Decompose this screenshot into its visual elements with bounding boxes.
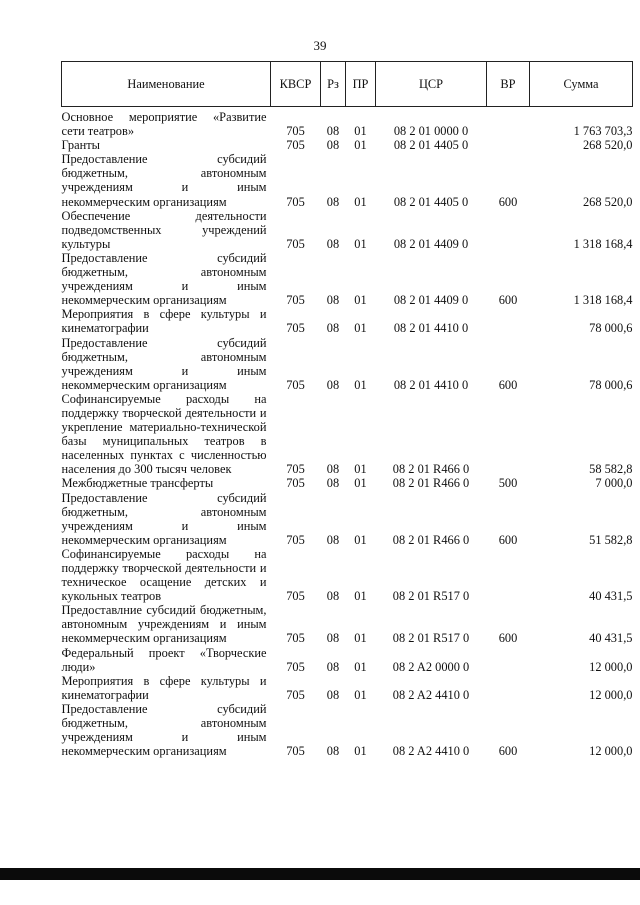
header-sum: Сумма [530, 62, 633, 107]
header-kvsr: КВСР [271, 62, 321, 107]
row-kvsr: 705 [286, 659, 305, 674]
row-vr [487, 547, 530, 603]
row-pr: 01 [354, 462, 367, 477]
row-rz: 08 [326, 659, 340, 674]
row-kvsr: 705 [286, 124, 305, 139]
table-row [62, 491, 633, 547]
row-vr: 600 [498, 377, 518, 392]
row-pr: 01 [354, 321, 367, 336]
row-rz: 08 [326, 321, 340, 336]
row-sum: 1 318 168,4 [573, 236, 633, 251]
row-name: Предоставление субсидий бюджетным, автономным учреждениям и иным некоммерческим организациям [61, 152, 267, 209]
row-kvsr: 705 [286, 462, 305, 477]
row-pr: 01 [354, 659, 367, 674]
row-name: Межбюджетные трансферты [61, 476, 214, 491]
row-sum: 268 520,0 [582, 138, 633, 153]
page-number: 39 [313, 38, 327, 53]
table-row [62, 603, 633, 645]
row-name: Мероприятия в сфере культуры и кинематографии [61, 673, 267, 702]
row-pr: 01 [354, 293, 367, 308]
row-sum: 78 000,6 [589, 377, 633, 392]
row-name: Предоставление субсидий бюджетным, автономным учреждениям и иным некоммерческим организациям [61, 335, 267, 392]
row-kvsr: 705 [286, 532, 305, 547]
header-rz: Рз [321, 62, 346, 107]
table-body [62, 107, 633, 759]
header-csr: ЦСР [376, 62, 487, 107]
table-row [62, 152, 633, 208]
row-kvsr: 705 [286, 194, 305, 209]
row-csr: 08 2 A2 0000 0 [392, 659, 470, 674]
row-csr: 08 2 01 4409 0 [393, 293, 469, 308]
row-vr: 600 [498, 293, 518, 308]
row-vr: 600 [498, 631, 518, 646]
row-sum: 12 000,0 [589, 659, 633, 674]
row-name: Гранты [61, 138, 100, 153]
row-vr [487, 107, 530, 139]
row-kvsr: 705 [286, 377, 305, 392]
table-row [62, 307, 633, 335]
row-kvsr: 705 [286, 236, 305, 251]
row-name: Софинансируемые расходы на поддержку творческой деятельности и техническое осащение детских и кукольных театров [61, 546, 267, 604]
budget-table [61, 61, 633, 758]
table-row [62, 336, 633, 392]
row-kvsr: 705 [286, 293, 305, 308]
row-kvsr: 705 [286, 138, 305, 153]
row-rz: 08 [326, 377, 340, 392]
row-vr [487, 307, 530, 335]
row-vr [487, 392, 530, 477]
table-row [62, 646, 633, 674]
row-kvsr: 705 [286, 589, 305, 604]
row-csr: 08 2 01 4410 0 [393, 377, 469, 392]
row-name: Предоставление субсидий бюджетным, автономным учреждениям и иным некоммерческим организациям [61, 490, 267, 547]
row-kvsr: 705 [286, 321, 305, 336]
row-pr: 01 [354, 377, 367, 392]
row-vr [487, 674, 530, 702]
row-csr: 08 2 A2 4410 0 [392, 744, 470, 759]
row-kvsr: 705 [286, 744, 305, 759]
row-kvsr: 705 [286, 631, 305, 646]
row-kvsr: 705 [286, 687, 305, 702]
table-row [62, 702, 633, 758]
row-vr [487, 646, 530, 674]
table-row [62, 107, 633, 139]
row-vr [487, 209, 530, 251]
row-vr [487, 138, 530, 152]
row-vr: 600 [498, 744, 518, 759]
row-sum: 268 520,0 [582, 194, 633, 209]
row-name: Предоставление субсидий бюджетным, автономным учреждениям и иным некоммерческим организациям [61, 701, 267, 759]
row-name: Мероприятия в сфере культуры и кинематографии [61, 307, 267, 336]
table-row [62, 547, 633, 603]
row-sum: 1 318 168,4 [573, 293, 633, 308]
row-name: Предоставление субсидий бюджетным, автономным учреждениям и иным некоммерческим организациям [61, 250, 267, 308]
row-rz: 08 [326, 687, 340, 702]
row-pr: 01 [354, 476, 367, 491]
row-rz: 08 [326, 124, 340, 139]
row-rz: 08 [326, 744, 340, 759]
row-kvsr: 705 [286, 476, 305, 491]
table-row [62, 476, 633, 490]
row-rz: 08 [326, 589, 340, 604]
row-pr: 01 [354, 631, 367, 646]
row-sum: 7 000,0 [595, 476, 633, 491]
row-sum: 1 763 703,3 [573, 124, 633, 139]
row-name: Обеспечение деятельности подведомственных учреждений культуры [61, 208, 267, 251]
row-rz: 08 [326, 138, 340, 153]
row-sum: 58 582,8 [589, 462, 633, 477]
row-sum: 40 431,5 [589, 631, 633, 646]
header-name: Наименование [62, 62, 271, 107]
row-csr: 08 2 01 4405 0 [393, 194, 469, 209]
row-pr: 01 [354, 589, 367, 604]
row-name: Софинансируемые расходы на поддержку творческой деятельности и укрепление материально-технической базы муниципальных театров в населенных пунктах с численностью населения до 300 тысяч человек [61, 391, 267, 477]
row-name: Основное мероприятие «Развитие сети театров» [61, 110, 267, 139]
row-sum: 12 000,0 [589, 687, 633, 702]
row-csr: 08 2 01 R466 0 [392, 476, 470, 491]
row-rz: 08 [326, 194, 340, 209]
table-row [62, 674, 633, 702]
row-rz: 08 [326, 462, 340, 477]
table-row [62, 209, 633, 251]
row-csr: 08 2 01 R517 0 [392, 589, 470, 604]
row-pr: 01 [354, 532, 367, 547]
row-sum: 40 431,5 [589, 589, 633, 604]
row-csr: 08 2 01 4410 0 [393, 321, 469, 336]
row-pr: 01 [354, 194, 367, 209]
row-rz: 08 [326, 236, 340, 251]
header-pr: ПР [346, 62, 376, 107]
table-header-row [62, 62, 633, 107]
row-rz: 08 [326, 293, 340, 308]
row-pr: 01 [354, 124, 367, 139]
row-name: Федеральный проект «Творческие люди» [61, 645, 267, 674]
row-csr: 08 2 01 0000 0 [393, 124, 469, 139]
row-vr: 600 [498, 194, 518, 209]
row-rz: 08 [326, 532, 340, 547]
row-vr: 500 [498, 476, 518, 491]
row-pr: 01 [354, 744, 367, 759]
row-pr: 01 [354, 236, 367, 251]
table-row [62, 392, 633, 477]
row-sum: 78 000,6 [589, 321, 633, 336]
row-pr: 01 [354, 687, 367, 702]
row-csr: 08 2 01 R517 0 [392, 631, 470, 646]
row-rz: 08 [326, 476, 340, 491]
scan-edge-bar [0, 868, 640, 880]
row-sum: 12 000,0 [589, 744, 633, 759]
row-pr: 01 [354, 138, 367, 153]
row-sum: 51 582,8 [589, 532, 633, 547]
row-csr: 08 2 01 R466 0 [392, 532, 470, 547]
table-row [62, 138, 633, 152]
table-row [62, 251, 633, 307]
row-csr: 08 2 A2 4410 0 [392, 687, 470, 702]
header-vr: ВР [487, 62, 530, 107]
row-csr: 08 2 01 4409 0 [393, 236, 469, 251]
row-vr: 600 [498, 532, 518, 547]
row-csr: 08 2 01 R466 0 [392, 462, 470, 477]
row-csr: 08 2 01 4405 0 [393, 138, 469, 153]
row-rz: 08 [326, 631, 340, 646]
row-name: Предоставлние субсидий бюджетным, автономным учреждениям и иным некоммерческим организациям [61, 603, 267, 646]
